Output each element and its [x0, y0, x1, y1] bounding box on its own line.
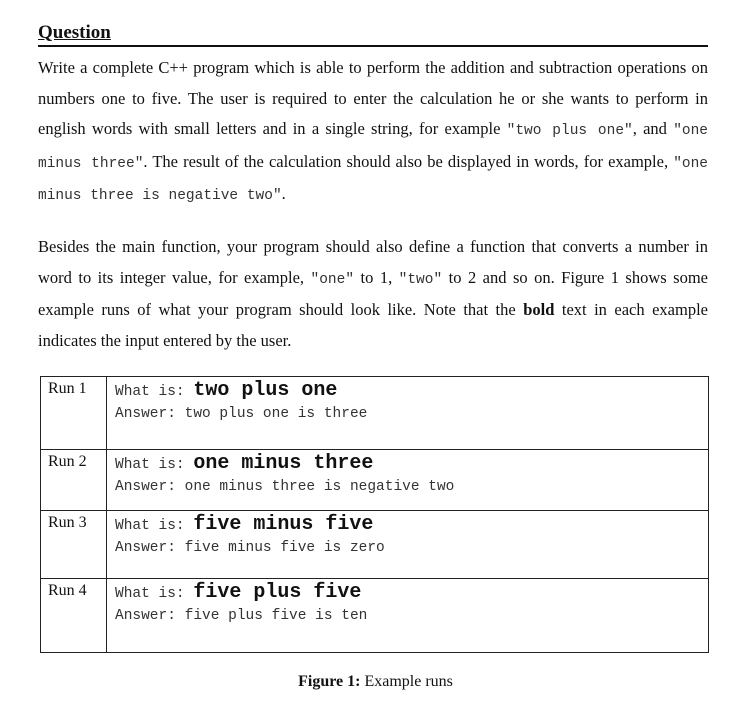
p2-code-2: "two"	[398, 271, 443, 288]
prompt-text: What is:	[115, 384, 194, 400]
example-runs-table	[40, 376, 709, 653]
p2-text-3: to 2 and so on. Figure 1 shows some example runs of what your program should look like. Note that the	[38, 267, 708, 319]
p2-text-1: Besides the main function, your program should also define a function that converts a number in word to its integer value, for example,	[38, 237, 708, 287]
question-paragraph-1	[38, 53, 708, 212]
answer-line: Answer: two plus one is three	[115, 406, 368, 422]
p1-code-1: "two plus one"	[506, 123, 633, 139]
prompt-text: What is:	[115, 518, 194, 534]
run-row	[41, 450, 709, 511]
p1-code-2: "one minus three"	[38, 123, 708, 172]
run-label: Run 4	[41, 579, 107, 653]
p2-code-1: "one"	[310, 271, 355, 288]
question-paragraph-2	[38, 232, 708, 356]
run-output	[107, 511, 709, 579]
answer-line: Answer: one minus three is negative two	[115, 479, 455, 495]
run-output	[107, 450, 709, 511]
p1-text-3: . The result of the calculation should also be displayed in words, for example,	[143, 151, 674, 171]
p1-code-3: "one minus three is negative two"	[38, 155, 709, 204]
p1-text-4: .	[281, 184, 286, 203]
user-input: two plus one	[193, 379, 338, 402]
prompt-line	[115, 452, 708, 477]
run-row	[41, 377, 709, 450]
question-header	[38, 22, 708, 47]
prompt-line	[115, 379, 708, 404]
p2-text-4: text in each example indicates the input entered by the user.	[38, 300, 708, 350]
p1-text-1: Write a complete C++ program which is able to perform the addition and subtraction operations on numbers one to five. The user is required to enter the calculation he or she wants to perform in english words with small letters and in a single string, for example	[38, 58, 708, 138]
run-label: Run 1	[41, 377, 107, 450]
answer-line: Answer: five plus five is ten	[115, 608, 368, 624]
run-label: Run 2	[41, 450, 107, 511]
prompt-text: What is:	[115, 586, 194, 602]
p1-text-2: , and	[632, 119, 674, 138]
run-row	[41, 511, 709, 579]
user-input: five minus five	[193, 513, 374, 536]
prompt-text: What is:	[115, 457, 194, 473]
run-row	[41, 579, 709, 653]
p2-text-2: to 1,	[354, 267, 399, 287]
figure-caption	[0, 673, 751, 691]
run-label: Run 3	[41, 511, 107, 579]
question-title: Question	[38, 22, 111, 43]
run-output	[107, 377, 709, 450]
run-output	[107, 579, 709, 653]
user-input: five plus five	[193, 581, 362, 604]
p2-bold-word: bold	[523, 300, 555, 319]
prompt-line	[115, 513, 708, 538]
user-input: one minus three	[193, 452, 374, 475]
figure-caption-text: Example runs	[360, 673, 453, 690]
prompt-line	[115, 581, 708, 606]
figure-label: Figure 1:	[298, 673, 361, 690]
answer-line: Answer: five minus five is zero	[115, 540, 385, 556]
